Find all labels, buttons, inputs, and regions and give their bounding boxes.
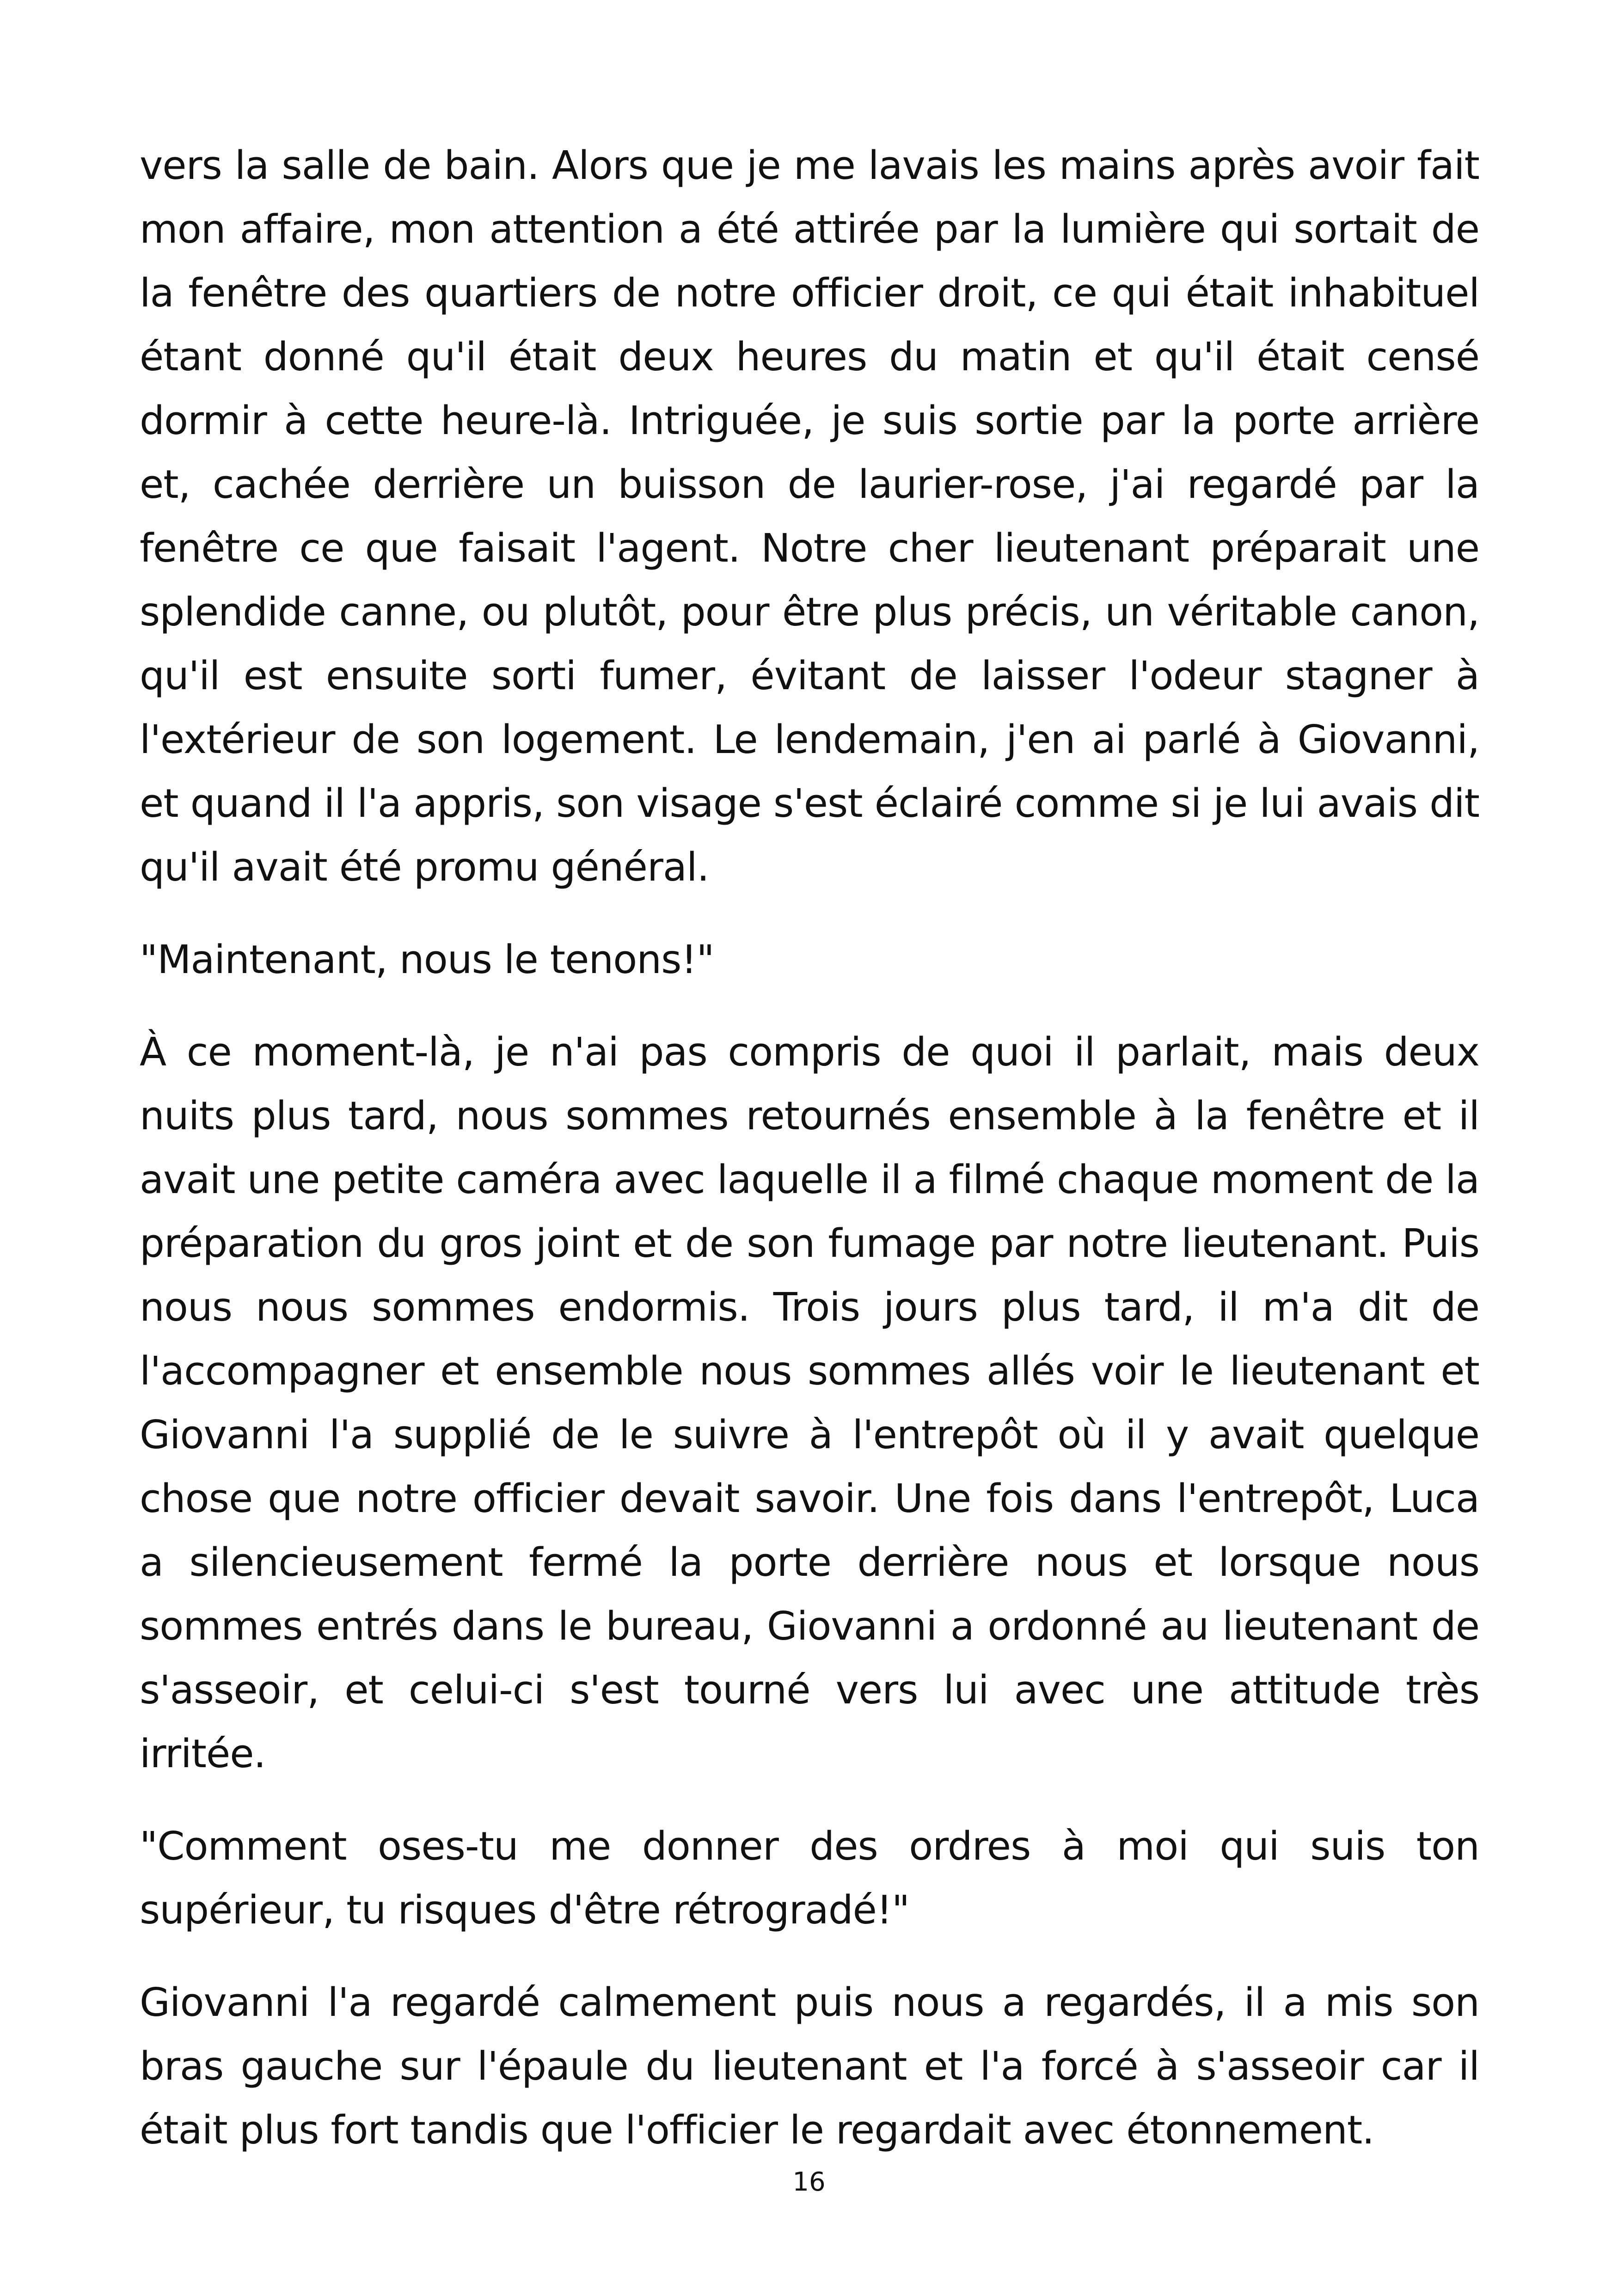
paragraph-4-dialogue: "Comment oses-tu me donner des ordres à moi qui suis ton supérieur, tu risques d'être rétrogradé!" [140, 1824, 1479, 1933]
page-number: 16 [792, 2167, 826, 2197]
paragraph-2-dialogue: "Maintenant, nous le tenons!" [140, 937, 714, 983]
body-text [140, 134, 1479, 2191]
paragraph-1: vers la salle de bain. Alors que je me lavais les mains après avoir fait mon affaire, mon attention a été attirée par la lumière qui sortait de la fenêtre des quartiers de notre officier droit, ce qui était inhabituel étant donné qu'il était deux heures du matin et qu'il était censé dormir à cette heure-là. Intriguée, je suis sortie par la porte arrière et, cachée derrière un buisson de laurier-rose, j'ai regardé par la fenêtre ce que faisait l'agent. Notre cher lieutenant préparait une splendide canne, ou plutôt, pour être plus précis, un véritable canon, qu'il est ensuite sorti fumer, évitant de laisser l'odeur stagner à l'extérieur de son logement. Le lendemain, j'en ai parlé à Giovanni, et quand il l'a appris, son visage s'est éclairé comme si je lui avais dit qu'il avait été promu général. [140, 143, 1479, 890]
paragraph-5: Giovanni l'a regardé calmement puis nous a regardés, il a mis son bras gauche sur l'épaule du lieutenant et l'a forcé à s'asseoir car il était plus fort tandis que l'officier le regardait avec étonnement. [140, 1980, 1479, 2153]
paragraph-3: À ce moment-là, je n'ai pas compris de quoi il parlait, mais deux nuits plus tard, nous sommes retournés ensemble à la fenêtre et il avait une petite caméra avec laquelle il a filmé chaque moment de la préparation du gros joint et de son fumage par notre lieutenant. Puis nous nous sommes endormis. Trois jours plus tard, il m'a dit de l'accompagner et ensemble nous sommes allés voir le lieutenant et Giovanni l'a supplié de le suivre à l'entrepôt où il y avait quelque chose que notre officier devait savoir. Une fois dans l'entrepôt, Luca a silencieusement fermé la porte derrière nous et lorsque nous sommes entrés dans le bureau, Giovanni a ordonné au lieutenant de s'asseoir, et celui-ci s'est tourné vers lui avec une attitude très irritée. [140, 1029, 1479, 1777]
